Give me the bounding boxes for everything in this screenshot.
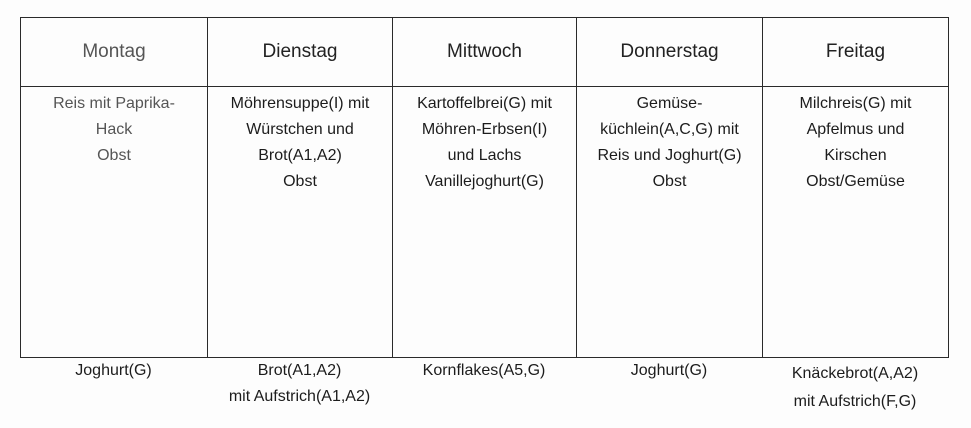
day-header-row: [21, 18, 949, 87]
snack-line: Knäckebrot(A,A2): [791, 365, 919, 382]
snack-line: Brot(A1,A2): [257, 362, 342, 379]
snack-line: Joghurt(G): [630, 362, 708, 379]
snack-line: Kornflakes(A5,G): [422, 362, 546, 379]
menu-line: Hack: [95, 121, 133, 138]
lunch-row: [21, 87, 949, 358]
snack-cell-mittwoch: [392, 356, 576, 416]
day-header-dienstag: Dienstag: [208, 18, 393, 87]
menu-line: Obst: [97, 147, 131, 164]
snack-cell-freitag: [762, 356, 948, 416]
lunch-cell-freitag: [763, 87, 949, 358]
day-header-donnerstag: Donnerstag: [577, 18, 763, 87]
menu-line: Würstchen und: [246, 121, 354, 138]
menu-line: Obst: [283, 173, 317, 190]
menu-line: Kirschen: [824, 147, 887, 164]
snack-row: [20, 356, 948, 416]
day-header-freitag: Freitag: [763, 18, 949, 87]
snack-line: Joghurt(G): [75, 362, 152, 379]
weekly-menu-table: [20, 17, 949, 358]
menu-line: Brot(A1,A2): [258, 147, 342, 164]
lunch-cell-dienstag: [208, 87, 393, 358]
lunch-cell-mittwoch: [393, 87, 577, 358]
snack-line: mit Aufstrich(A1,A2): [228, 388, 371, 405]
menu-line: Reis mit Paprika-: [53, 95, 175, 112]
menu-line: Milchreis(G) mit: [799, 95, 912, 112]
day-header-montag: Montag: [21, 18, 208, 87]
day-header-mittwoch: Mittwoch: [393, 18, 577, 87]
menu-line: Obst/Gemüse: [806, 173, 905, 190]
snack-cell-montag: [20, 356, 207, 416]
menu-line: küchlein(A,C,G) mit: [600, 121, 739, 138]
menu-line: Vanillejoghurt(G): [425, 173, 544, 190]
menu-line: Apfelmus und: [806, 121, 905, 138]
snack-line: mit Aufstrich(F,G): [793, 393, 917, 410]
lunch-cell-montag: [21, 87, 208, 358]
menu-line: Möhrensuppe(I) mit: [230, 95, 370, 112]
menu-line: Möhren-Erbsen(I): [421, 121, 548, 138]
menu-line: und Lachs: [447, 147, 522, 164]
snack-cell-dienstag: [207, 356, 392, 416]
lunch-cell-donnerstag: [577, 87, 763, 358]
menu-line: Obst: [652, 173, 687, 190]
menu-line: Kartoffelbrei(G) mit: [417, 95, 552, 112]
menu-line: Reis und Joghurt(G): [597, 147, 742, 164]
snack-cell-donnerstag: [576, 356, 762, 416]
menu-line: Gemüse-: [636, 95, 703, 112]
